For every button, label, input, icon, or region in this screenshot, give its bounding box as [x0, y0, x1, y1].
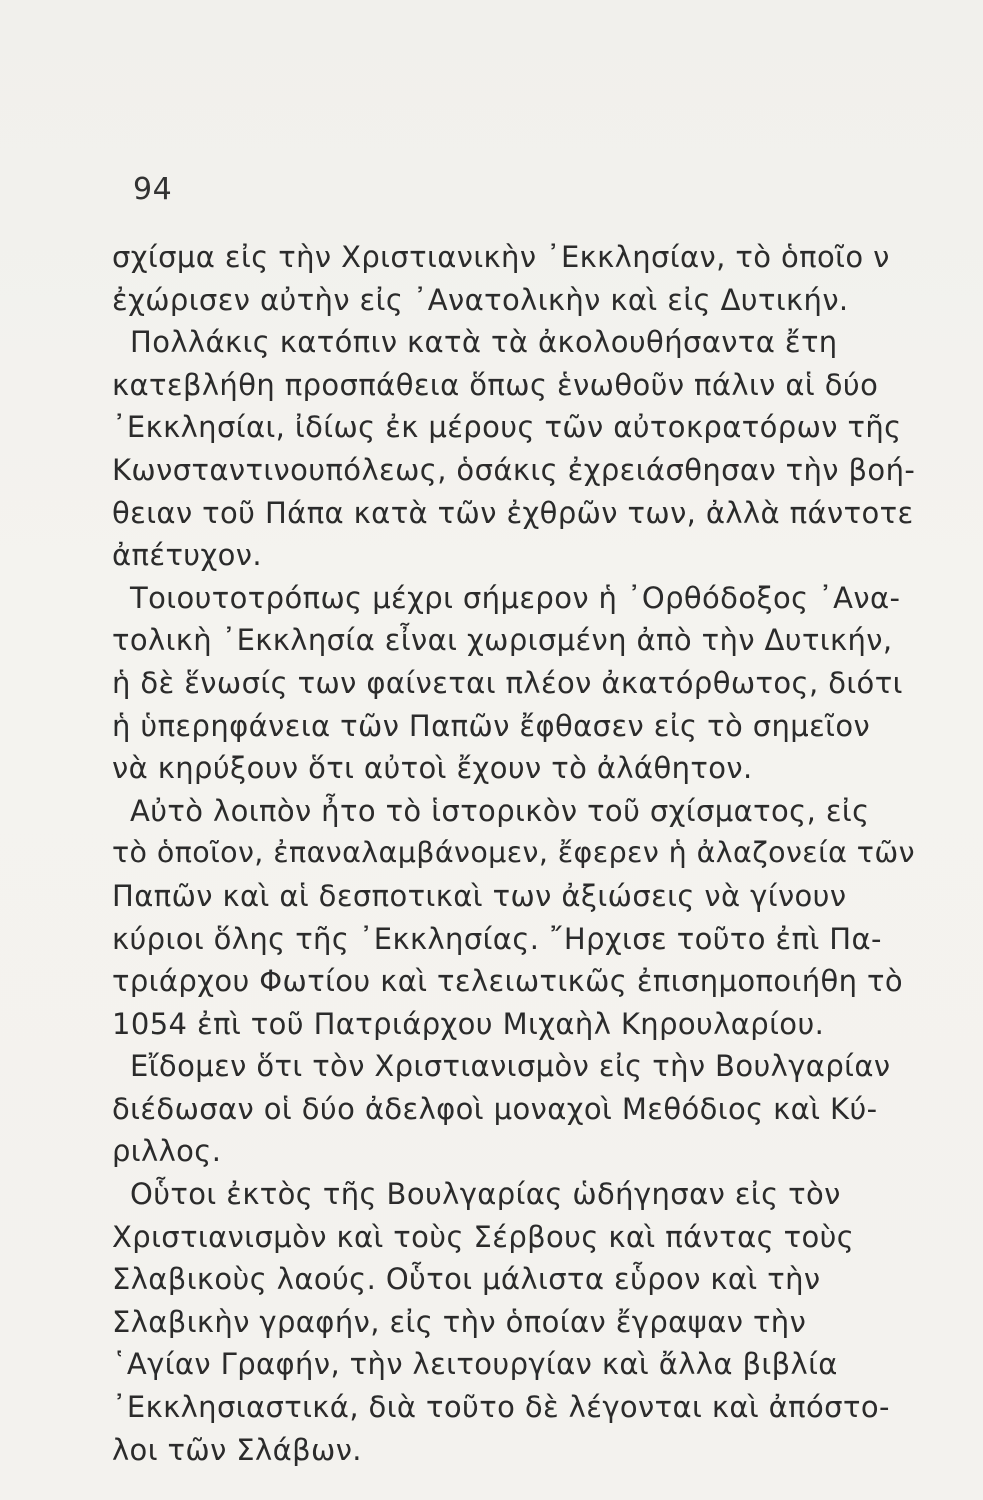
page-number: 94: [133, 172, 173, 207]
text-line: Τοιουτοτρόπως μέχρι σήμερον ἡ ᾿Ορθόδοξος ᾿Ανα-: [130, 580, 901, 615]
text-line: ῾Αγίαν Γραφήν, τὴν λειτουργίαν καὶ ἄλλα βιβλία: [112, 1347, 838, 1382]
text-line: Κωνσταντινουπόλεως, ὁσάκις ἐχρειάσθησαν τὴν βοή-: [112, 452, 916, 487]
text-line: ᾿Εκκλησίαι, ἰδίως ἐκ μέρους τῶν αὐτοκρατόρων τῆς: [112, 410, 902, 445]
text-line: Οὗτοι ἐκτὸς τῆς Βουλγαρίας ὡδήγησαν εἰς τὸν: [130, 1177, 841, 1212]
text-line: λοι τῶν Σλάβων.: [112, 1432, 362, 1467]
text-line: Πολλάκις κατόπιν κατὰ τὰ ἀκολουθήσαντα ἔτη: [130, 325, 838, 360]
text-line: ἡ δὲ ἕνωσίς των φαίνεται πλέον ἀκατόρθωτος, διότι: [112, 665, 903, 700]
text-line: τὸ ὁποῖον, ἐπαναλαμβάνομεν, ἔφερεν ἡ ἀλαζονεία τῶν: [112, 836, 915, 870]
text-line: ᾿Εκκλησιαστικά, διὰ τοῦτο δὲ λέγονται καὶ ἀπόστο-: [112, 1390, 890, 1425]
text-line: κατεβλήθη προσπάθεια ὅπως ἑνωθοῦν πάλιν αἱ δύο: [112, 367, 879, 402]
text-line: Αὐτὸ λοιπὸν ἦτο τὸ ἱστορικὸν τοῦ σχίσματος, εἰς: [130, 793, 870, 828]
text-line: νὰ κηρύξουν ὅτι αὐτοὶ ἔχουν τὸ ἀλάθητον.: [112, 751, 753, 786]
text-line: ἡ ὑπερηφάνεια τῶν Παπῶν ἔφθασεν εἰς τὸ σημεῖον: [112, 708, 871, 743]
text-line: σχίσμα εἰς τὴν Χριστιανικὴν ᾿Εκκλησίαν, τὸ ὁποῖο ν: [112, 240, 890, 274]
text-line: 1054 ἐπὶ τοῦ Πατριάρχου Μιχαὴλ Κηρουλαρίου.: [112, 1006, 825, 1041]
text-line: κύριοι ὅλης τῆς ᾿Εκκλησίας. ῎Ηρχισε τοῦτο ἐπὶ Πα-: [112, 921, 882, 956]
text-line: Σλαβικὴν γραφήν, εἰς τὴν ὁποίαν ἔγραψαν τὴν: [112, 1304, 807, 1339]
text-line: ἐχώρισεν αὐτὴν εἰς ᾿Ανατολικὴν καὶ εἰς Δυτικήν.: [112, 282, 849, 317]
text-line: θειαν τοῦ Πάπα κατὰ τῶν ἐχθρῶν των, ἀλλὰ πάντοτε: [112, 495, 914, 530]
text-line: τριάρχου Φωτίου καὶ τελειωτικῶς ἐπισημοποιήθη τὸ: [112, 964, 904, 999]
text-line: τολικὴ ᾿Εκκλησία εἶναι χωρισμένη ἀπὸ τὴν Δυτικήν,: [112, 623, 893, 658]
text-line: ἀπέτυχον.: [112, 538, 263, 573]
page-text-body: [112, 236, 927, 1471]
text-line: διέδωσαν οἱ δύο ἀδελφοὶ μοναχοὶ Μεθόδιος καὶ Κύ-: [112, 1091, 878, 1126]
text-line: Εἴδομεν ὅτι τὸν Χριστιανισμὸν εἰς τὴν Βουλγαρίαν: [130, 1049, 891, 1084]
text-line: Χριστιανισμὸν καὶ τοὺς Σέρβους καὶ πάντας τοὺς: [112, 1219, 855, 1254]
text-line: ριλλος.: [112, 1134, 222, 1169]
text-line: Σλαβικοὺς λαούς. Οὗτοι μάλιστα εὗρον καὶ τὴν: [112, 1262, 821, 1297]
text-line: Παπῶν καὶ αἱ δεσποτικαὶ των ἀξιώσεις νὰ γίνουν: [112, 878, 847, 913]
